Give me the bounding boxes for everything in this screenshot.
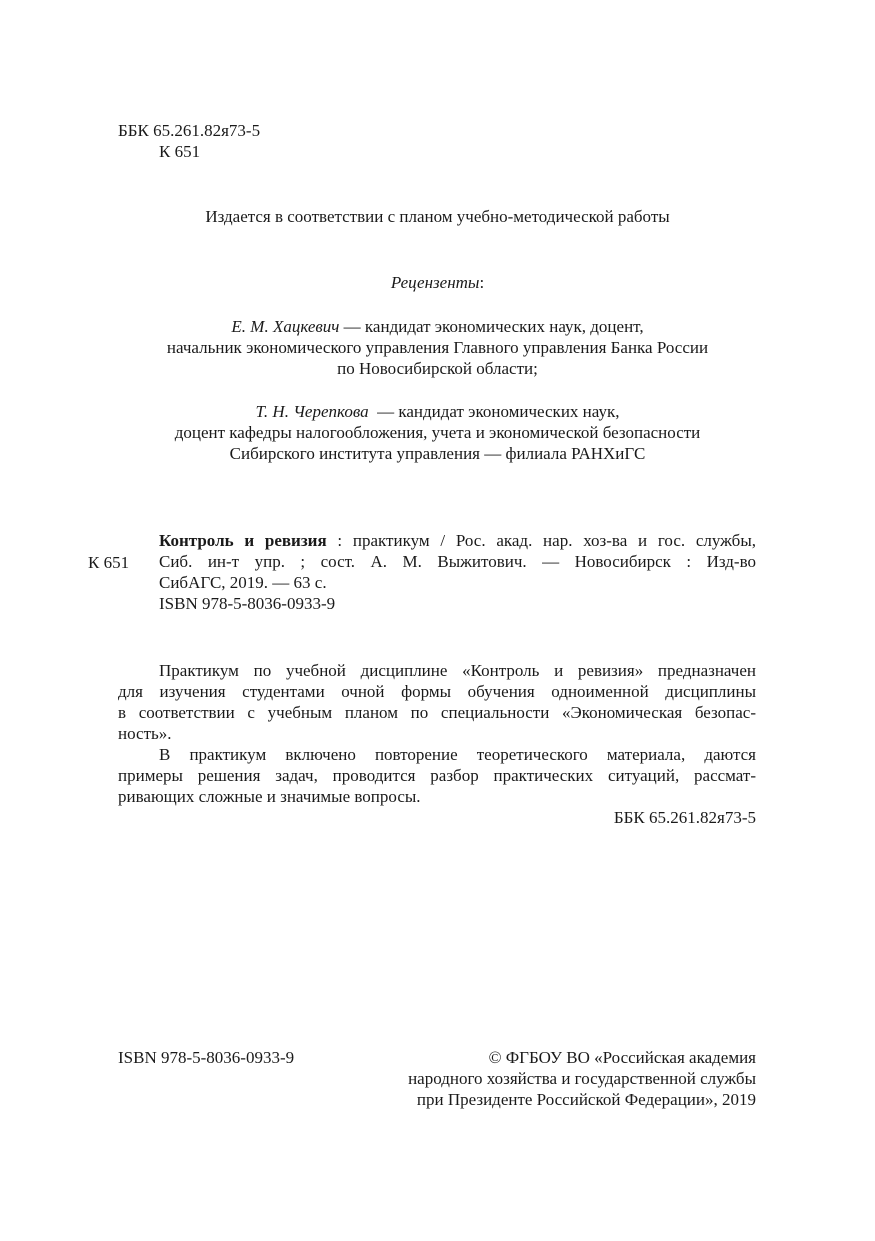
reviewer-2: Т. Н. Черепкова — кандидат экономических наук, доцент кафедры налогообложения, учета и экономической безопасности Сибирского института управления — филиала РАНХиГС	[174, 402, 701, 463]
reviewer-name: Е. М. Хацкевич	[231, 317, 340, 336]
publish-note: Издается в соответствии с планом учебно-методической работы	[205, 207, 670, 226]
bbk-block	[118, 120, 260, 162]
footer-isbn: ISBN 978-5-8036-0933-9	[118, 1048, 295, 1067]
catalog-title: Контроль и ревизия	[159, 531, 327, 550]
reviewer-name: Т. Н. Черепкова	[255, 402, 369, 421]
catalog-record: Контроль и ревизия : практикум / Рос. акад. нар. хоз-ва и гос. службы, Сиб. ин-т упр. ; сост. А. М. Выжитович. — Новосибирск : Изд-во СибАГС, 2019. — 63 с. ISBN 978-5-8036-0933-9	[159, 531, 756, 613]
reviewers-heading: Рецензенты:	[390, 273, 485, 292]
catalog-mark: К 651	[88, 553, 130, 572]
annotation: Практикум по учебной дисциплине «Контроль и ревизия» предназначен для изучения студентами очной формы обучения одноименной дисциплины в соответствии с учебным планом по специальности «Экономическая безопас- ность». В практикум включено повторение теоретического материала, даются примеры решения задач, проводится разбор практических ситуаций, рассмат- ривающих сложные и значимые вопросы. ББК 65.261.82я73-5	[118, 661, 756, 827]
bbk-code: ББК 65.261.82я73-5	[118, 121, 261, 140]
author-mark: К 651	[159, 142, 201, 161]
copyright: © ФГБОУ ВО «Российская академия народного хозяйства и государственной службы при Президенте Российской Федерации», 2019	[408, 1048, 756, 1109]
catalog-isbn: ISBN 978-5-8036-0933-9	[159, 594, 336, 613]
annotation-bbk: ББК 65.261.82я73-5	[613, 808, 756, 827]
reviewer-1: Е. М. Хацкевич — кандидат экономических наук, доцент, начальник экономического управления Главного управления Банка России по Новосибирской области;	[166, 317, 709, 378]
